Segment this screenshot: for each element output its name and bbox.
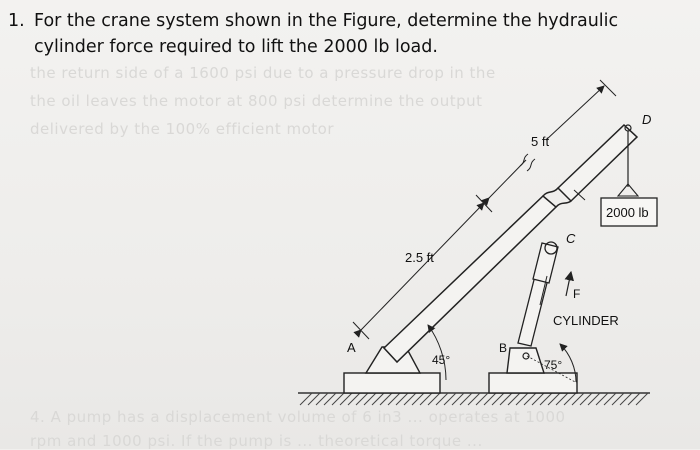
label-point-a: A [347,340,356,355]
label-angle-75: 75° [544,358,563,372]
label-5ft: 5 ft [531,134,550,149]
dimension-upper [489,80,616,198]
bleed-through-text: 4. A pump has a displacement volume of 6 in3 ... operates at 1000 [30,408,566,426]
label-2-5ft: 2.5 ft [405,250,434,265]
label-point-b: B [499,341,508,355]
hydraulic-cylinder [518,242,558,346]
label-load: 2000 lb [606,205,649,220]
ground [298,393,650,405]
problem-text-line-2: cylinder force required to lift the 2000 lb load. [34,37,438,57]
problem-text-line-1: For the crane system shown in the Figure, determine the hydraulic [34,11,619,31]
bleed-through-text: delivered by the 100% efficient motor [30,120,335,138]
bleed-through-text: rpm and 1000 psi. If the pump is ... theoretical torque ... [30,432,483,450]
label-point-d: D [642,112,652,127]
force-arrow [566,272,571,296]
bleed-through-text: the oil leaves the motor at 800 psi determine the output [30,92,483,110]
bleed-through-text: the return side of a 1600 psi due to a pressure drop in the [30,64,496,82]
label-angle-45: 45° [432,353,451,367]
label-force: F [573,287,581,301]
label-cylinder: CYLINDER [553,313,619,328]
label-point-c: C [566,231,576,246]
problem-number: 1. [8,11,25,31]
